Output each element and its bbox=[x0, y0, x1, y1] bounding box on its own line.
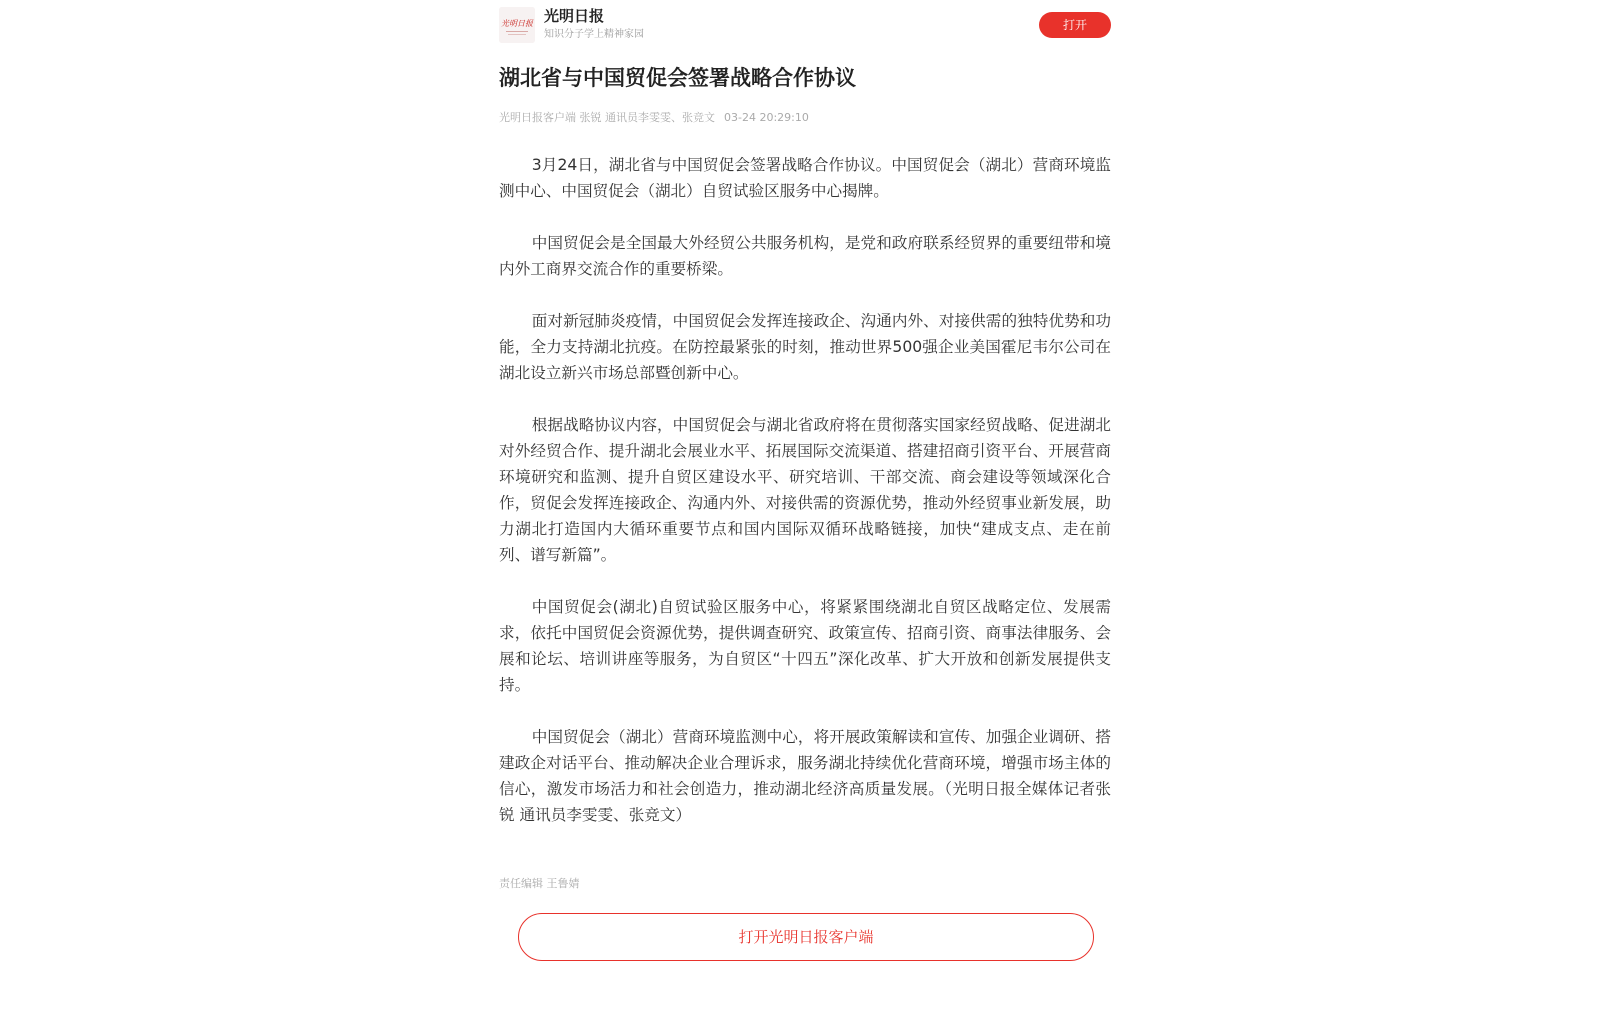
article-source: 光明日报客户端 张锐 通讯员李雯雯、张竞文 bbox=[499, 111, 715, 124]
article-paragraph: 根据战略协议内容，中国贸促会与湖北省政府将在贯彻落实国家经贸战略、促进湖北对外经贸合作、提升湖北会展业水平、拓展国际交流渠道、搭建招商引资平台、开展营商环境研究和监测、提升自贸区建设水平、研究培训、干部交流、商会建设等领域深化合作，贸促会发挥连接政企、沟通内外、对接供需的资源优势，推动外经贸事业新发展，助力湖北打造国内大循环重要节点和国内国际双循环战略链接，加快“建成支点、走在前列、谱写新篇”。 bbox=[499, 416, 1111, 564]
app-header bbox=[499, 0, 1111, 52]
article-time: 03-24 20:29:10 bbox=[724, 111, 809, 124]
content-column bbox=[499, 0, 1111, 946]
guangming-logo[interactable] bbox=[499, 7, 535, 43]
open-client-button[interactable]: 打开光明日报客户端 bbox=[518, 913, 1094, 961]
svg-text:光明日报: 光明日报 bbox=[501, 19, 533, 28]
article-title: 湖北省与中国贸促会签署战略合作协议 bbox=[499, 66, 856, 90]
article-paragraph: 3月24日，湖北省与中国贸促会签署战略合作协议。中国贸促会（湖北）营商环境监测中心、中国贸促会（湖北）自贸试验区服务中心揭牌。 bbox=[499, 156, 1111, 200]
article-paragraph: 中国贸促会是全国最大外经贸公共服务机构，是党和政府联系经贸界的重要纽带和境内外工商界交流合作的重要桥梁。 bbox=[499, 234, 1111, 278]
article-paragraph: 中国贸促会(湖北)自贸试验区服务中心，将紧紧围绕湖北自贸区战略定位、发展需求，依托中国贸促会资源优势，提供调查研究、政策宣传、招商引资、商事法律服务、会展和论坛、培训讲座等服务，为自贸区“十四五”深化改革、扩大开放和创新发展提供支持。 bbox=[499, 598, 1111, 694]
logo-calligraphy-icon bbox=[499, 7, 535, 43]
article-meta bbox=[499, 111, 809, 125]
responsible-editor: 责任编辑 王鲁婧 bbox=[499, 877, 580, 890]
brand-name: 光明日报 bbox=[544, 7, 605, 25]
article-paragraph: 面对新冠肺炎疫情，中国贸促会发挥连接政企、沟通内外、对接供需的独特优势和功能，全力支持湖北抗疫。在防控最紧张的时刻，推动世界500强企业美国霍尼韦尔公司在湖北设立新兴市场总部暨创新中心。 bbox=[499, 312, 1111, 382]
article-paragraph: 中国贸促会（湖北）营商环境监测中心，将开展政策解读和宣传、加强企业调研、搭建政企对话平台、推动解决企业合理诉求，服务湖北持续优化营商环境，增强市场主体的信心，激发市场活力和社会创造力，推动湖北经济高质量发展。（光明日报全媒体记者张锐 通讯员李雯雯、张竞文） bbox=[499, 728, 1111, 824]
article-body bbox=[499, 152, 1111, 854]
brand-slogan: 知识分子学上精神家园 bbox=[544, 29, 644, 40]
open-app-button[interactable]: 打开 bbox=[1039, 12, 1111, 38]
